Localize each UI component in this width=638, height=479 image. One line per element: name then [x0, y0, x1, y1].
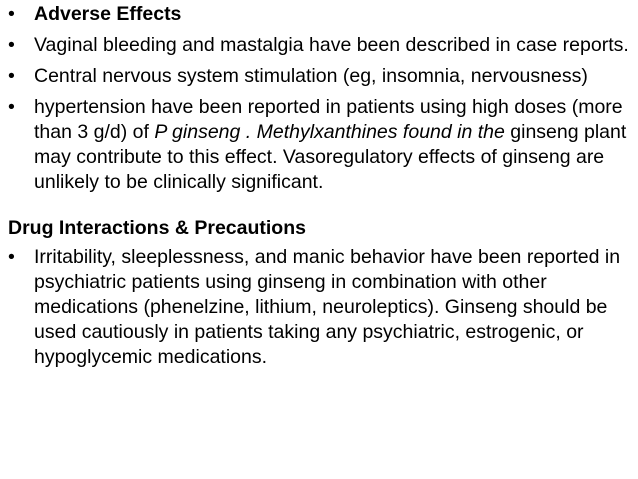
hypertension-text-a: hypertension have been reported in patients using high doses (more than 3 g/d) of: [34, 96, 623, 143]
cns-stimulation-text: Central nervous system stimulation (eg, insomnia, nervousness): [34, 65, 588, 87]
bullet-icon: •: [8, 3, 15, 25]
adverse-effects-heading: Adverse Effects: [34, 3, 182, 25]
bullet-icon: •: [8, 65, 15, 87]
drug-interactions-heading: Drug Interactions & Precautions: [8, 217, 306, 239]
bullet-hypertension: [8, 95, 634, 195]
bullet-irritability: [8, 245, 634, 370]
hypertension-text-italic: P ginseng . Methylxanthines found in the: [154, 121, 505, 143]
bullet-adverse-effects-heading: [8, 2, 634, 27]
vaginal-bleeding-text: Vaginal bleeding and mastalgia have been described in case reports.: [34, 34, 629, 56]
bullet-icon: •: [8, 34, 15, 56]
bullet-icon: •: [8, 246, 15, 268]
slide-body: [8, 2, 634, 376]
bullet-icon: •: [8, 96, 15, 118]
bullet-vaginal-bleeding: [8, 33, 634, 58]
irritability-text: Irritability, sleeplessness, and manic behavior have been reported in psychiatric patients using ginseng in combination with other medications (phenelzine, lithium, neuroleptics). Ginseng should be used cautiously in patients taking any psychiatric, estrogenic, or hypoglycemic medications.: [34, 246, 621, 368]
bullet-cns-stimulation: [8, 64, 634, 89]
hypertension-text-b: ginseng plant may contribute to this effect. Vasoregulatory effects of ginseng are unlikely to be clinically significant.: [34, 121, 627, 193]
